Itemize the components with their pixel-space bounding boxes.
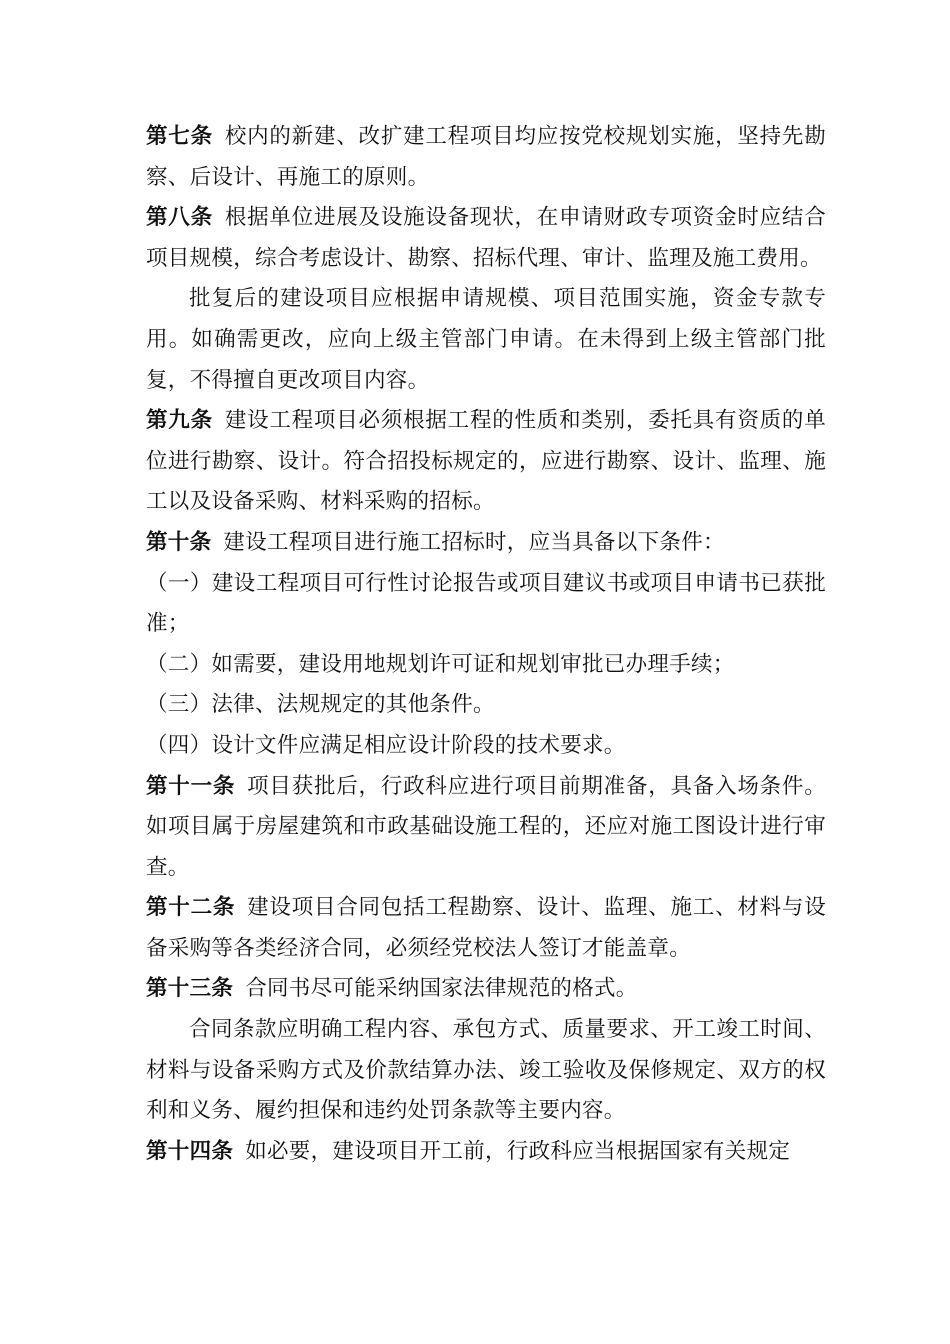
article-text: 校内的新建、改扩建工程项目均应按党校规划实施，坚持先勘察、后设计、再施工的原则。 (146, 124, 826, 190)
article-13 (146, 969, 826, 1010)
article-text: 如必要，建设项目开工前，行政科应当根据国家有关规定 (245, 1138, 791, 1164)
article-label: 第十条 (146, 529, 212, 555)
article-11 (146, 767, 826, 889)
article-label: 第十三条 (146, 976, 234, 1002)
article-12 (146, 888, 826, 969)
article-text: 建设工程项目进行施工招标时，应当具备以下条件： (223, 529, 725, 555)
article-13-paragraph-2: 合同条款应明确工程内容、承包方式、质量要求、开工竣工时间、材料与设备采购方式及价款结算办法、竣工验收及保修规定、双方的权利和义务、履约担保和违约处罚条款等主要内容。 (146, 1017, 826, 1124)
list-item: （一）建设工程项目可行性讨论报告或项目建议书或项目申请书已获批准； (146, 570, 826, 637)
article-label: 第八条 (146, 205, 213, 231)
article-14 (146, 1132, 826, 1173)
article-7 (146, 117, 826, 198)
article-text: 建设工程项目必须根据工程的性质和类别，委托具有资质的单位进行勘察、设计。符合招投标规定的，应进行勘察、设计、监理、施工以及设备采购、材料采购的招标。 (146, 408, 826, 515)
article-label: 第十一条 (146, 773, 236, 799)
article-text: 项目获批后，行政科应进行项目前期准备，具备入场条件。如项目属于房屋建筑和市政基础设施工程的，还应对施工图设计进行审查。 (146, 773, 826, 880)
article-text: 根据单位进展及设施设备现状，在申请财政专项资金时应结合项目规模，综合考虑设计、勘察、招标代理、审计、监理及施工费用。 (146, 205, 826, 271)
article-10 (146, 523, 826, 564)
article-label: 第七条 (146, 124, 213, 149)
article-9 (146, 401, 826, 523)
list-item: （二）如需要，建设用地规划许可证和规划审批已办理手续； (146, 651, 735, 677)
article-8-paragraph-2: 批复后的建设项目应根据申请规模、项目范围实施，资金专款专用。如确需更改，应向上级主管部门申请。在未得到上级主管部门批复，不得擅自更改项目内容。 (146, 286, 826, 393)
article-label: 第九条 (146, 408, 213, 434)
list-item: （三）法律、法规规定的其他条件。 (146, 692, 495, 718)
article-label: 第十二条 (146, 895, 236, 921)
article-text: 合同书尽可能采纳国家法律规范的格式。 (245, 976, 638, 1002)
article-8 (146, 198, 826, 279)
document-body (146, 117, 826, 1172)
article-text: 建设项目合同包括工程勘察、设计、监理、施工、材料与设备采购等各类经济合同，必须经党校法人签订才能盖章。 (146, 895, 826, 961)
article-label: 第十四条 (146, 1138, 234, 1164)
list-item: （四）设计文件应满足相应设计阶段的技术要求。 (146, 732, 626, 758)
